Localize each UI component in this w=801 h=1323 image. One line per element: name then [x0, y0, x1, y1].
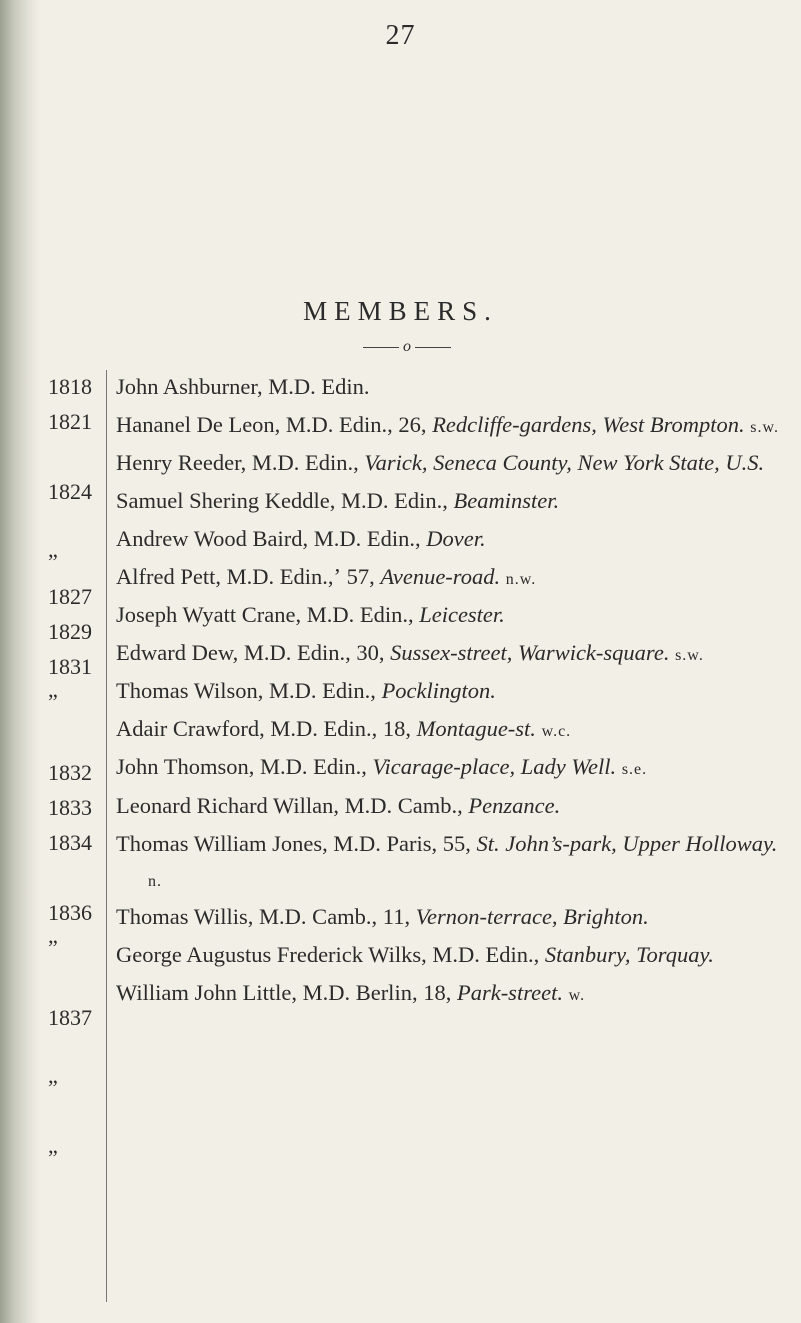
member-address: Vicarage-place, Lady Well.: [372, 754, 617, 780]
member-name: Hananel De Leon, M.D. Edin., 26,: [116, 412, 427, 438]
member-address: Leicester.: [419, 602, 505, 628]
member-entry: [116, 673, 786, 711]
postal-district: w.: [568, 986, 586, 1004]
member-name: Edward Dew, M.D. Edin., 30,: [116, 640, 385, 666]
member-address: Penzance.: [468, 792, 561, 818]
member-name: William John Little, M.D. Berlin, 18,: [116, 979, 452, 1005]
year-label: 1832: [48, 759, 92, 785]
member-name: Thomas William Jones, M.D. Paris, 55,: [116, 830, 471, 856]
year-spacer: [48, 719, 104, 754]
member-address: Sussex-street, Warwick-square.: [390, 640, 670, 666]
member-name: Alfred Pett, M.D. Edin.,ʼ 57,: [116, 564, 375, 590]
year-label: ”: [48, 549, 58, 575]
year-spacer: [48, 439, 104, 474]
member-list: [116, 369, 786, 1013]
year-label: 1837: [48, 1004, 92, 1030]
member-entry: [116, 521, 786, 559]
member-address: Montague-st.: [416, 716, 536, 742]
year-column: [48, 369, 104, 1175]
postal-district: s.w.: [675, 647, 704, 665]
member-address: Stanbury, Torquay.: [544, 941, 714, 967]
page-title: MEMBERS.: [303, 296, 498, 326]
member-name: Henry Reeder, M.D. Edin.,: [116, 450, 359, 476]
postal-district: w.c.: [541, 723, 572, 741]
postal-district: s.e.: [621, 761, 648, 779]
member-entry: [116, 635, 786, 673]
year-spacer: [48, 1105, 104, 1140]
year-label: ”: [48, 1074, 58, 1100]
member-address: Redcliffe-gardens, West Brompton.: [432, 412, 745, 438]
column-rule: [106, 370, 107, 1302]
member-entry: [116, 711, 786, 749]
member-entry: [116, 749, 786, 787]
member-entry: [116, 597, 786, 635]
year-spacer: [48, 965, 104, 1000]
member-address: Avenue-road.: [380, 564, 501, 590]
member-name: Samuel Shering Keddle, M.D. Edin.,: [116, 488, 448, 514]
postal-district: n.: [148, 872, 162, 890]
member-entry: [116, 559, 786, 597]
member-name: George Augustus Frederick Wilks, M.D. Edin.,: [116, 941, 540, 967]
member-entry: [116, 407, 786, 445]
book-binding-shadow: [0, 0, 40, 1323]
postal-district: n.w.: [505, 571, 537, 589]
member-name: Joseph Wyatt Crane, M.D. Edin.,: [116, 602, 414, 628]
ornament-divider: o: [357, 337, 457, 357]
member-entry: [116, 788, 786, 826]
member-name: Thomas Wilson, M.D. Edin.,: [116, 678, 376, 704]
year-label: 1831: [48, 654, 92, 680]
member-address: Varick, Seneca County, New York State, U.S.: [364, 450, 765, 476]
year-label: 1836: [48, 899, 92, 925]
member-entry: [116, 975, 786, 1013]
year-label: 1834: [48, 829, 92, 855]
member-address: Park-street.: [456, 979, 563, 1005]
member-entry: [116, 369, 786, 407]
postal-district: s.w.: [750, 419, 780, 437]
year-spacer: [48, 1035, 104, 1070]
year-label: 1827: [48, 584, 92, 610]
member-name: Andrew Wood Baird, M.D. Edin.,: [116, 526, 421, 552]
member-address: Dover.: [426, 526, 486, 552]
member-entry: [116, 445, 786, 483]
year-label: 1829: [48, 619, 92, 645]
member-entry: [116, 483, 786, 521]
year-label: 1818: [48, 374, 92, 399]
member-name: Leonard Richard Willan, M.D. Camb.,: [116, 792, 463, 818]
member-entry: [116, 826, 786, 899]
member-entry: [116, 937, 786, 975]
member-name: Thomas Willis, M.D. Camb., 11,: [116, 903, 411, 929]
year-label: ”: [48, 1145, 58, 1171]
member-address: Vernon-terrace, Brighton.: [415, 903, 649, 929]
year-label: 1824: [48, 479, 92, 505]
page-number: 27: [385, 20, 416, 51]
member-address: St. John’s-park, Upper Holloway.: [476, 830, 778, 856]
member-entry: [116, 899, 786, 937]
year-label: 1821: [48, 409, 92, 435]
year-label: ”: [48, 689, 58, 715]
member-name: John Thomson, M.D. Edin.,: [116, 754, 367, 780]
year-spacer: [48, 509, 104, 544]
member-name: Adair Crawford, M.D. Edin., 18,: [116, 716, 411, 742]
year-label: ”: [48, 934, 58, 960]
year-label: 1833: [48, 794, 92, 820]
member-address: Pocklington.: [381, 678, 496, 704]
member-address: Beaminster.: [453, 488, 560, 514]
year-spacer: [48, 860, 104, 895]
member-name: John Ashburner, M.D. Edin.: [116, 374, 370, 399]
